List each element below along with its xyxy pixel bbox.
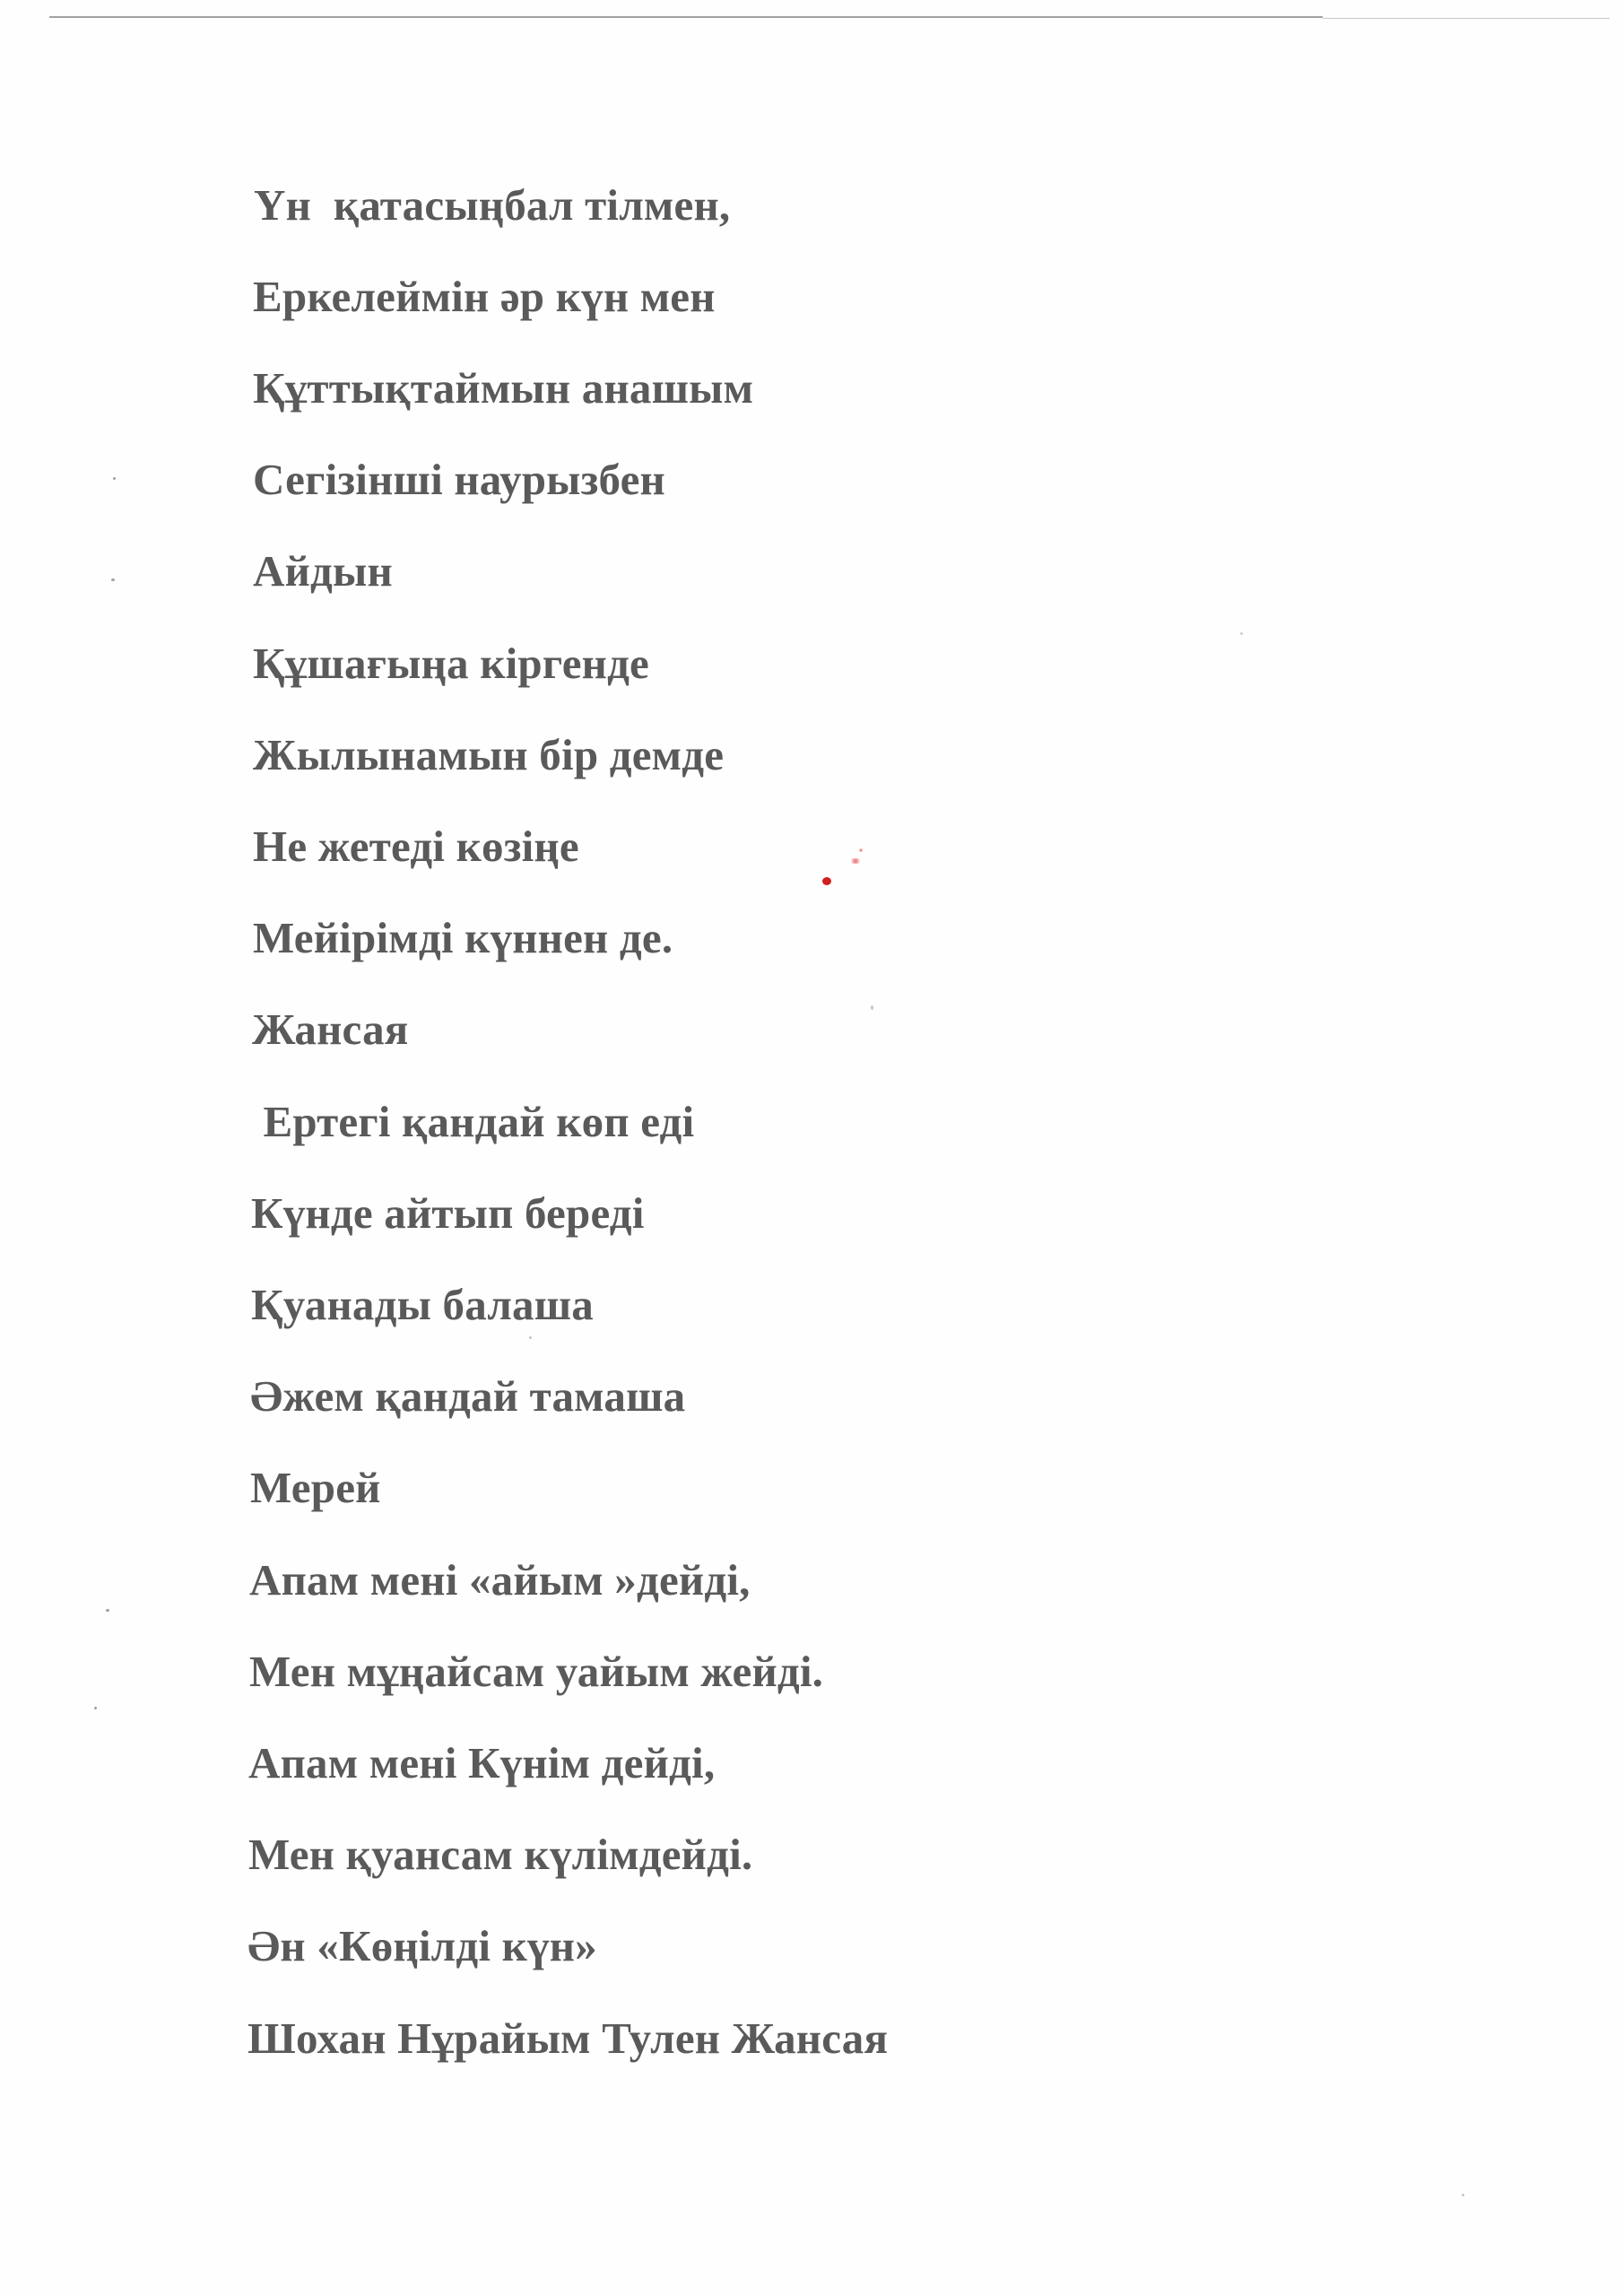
poem-line: Не жетеді көзіңе (253, 822, 579, 871)
red-ink-dust (858, 848, 864, 852)
scan-speck (1462, 2194, 1464, 2196)
poem-line: Апам мені Күнім дейді, (248, 1738, 716, 1787)
poem-line: Ән «Көңілді күн» (248, 1921, 597, 1970)
poem-line: Сегізінші наурызбен (253, 455, 665, 504)
poem-line: Мейірімді күннен де. (253, 913, 673, 962)
poem-line: Еркелеймін әр күн мен (253, 272, 716, 321)
scan-speck (106, 1609, 109, 1612)
poem-line: Мен қуансам күлімдейді. (248, 1830, 753, 1879)
scan-speck (94, 1707, 97, 1709)
poem-line: Құшағыңа кіргенде (253, 639, 650, 688)
poem-line: Жансая (252, 1004, 409, 1054)
poem-line: Ертегі қандай көп еді (252, 1097, 695, 1146)
poem-line: Қуанады балаша (251, 1280, 594, 1329)
poem-line: Апам мені «айым »дейді, (249, 1555, 751, 1605)
poem-line: Жылынамын бір демде (253, 730, 725, 779)
poem-line: Құттықтаймын анашым (253, 363, 754, 413)
red-ink-dust (849, 858, 862, 864)
poem-line: Әжем қандай тамаша (250, 1371, 686, 1421)
poem-line: Мерей (250, 1463, 381, 1512)
scan-speck (871, 1005, 873, 1010)
poem-line: Мен мұңайсам уайым жейді. (249, 1647, 824, 1696)
poem-line: Күнде айтып береді (251, 1188, 645, 1238)
scan-speck (113, 477, 116, 480)
scan-speck (111, 578, 115, 581)
poem-line: Үн қатасыңбал тілмен, (254, 180, 731, 230)
red-ink-speck (822, 877, 831, 885)
scan-speck (1240, 632, 1243, 635)
poem-line: Айдын (253, 546, 393, 596)
scan-speck (529, 1336, 532, 1339)
poem-line: Шохан Нұрайым Тулен Жансая (248, 2013, 889, 2063)
